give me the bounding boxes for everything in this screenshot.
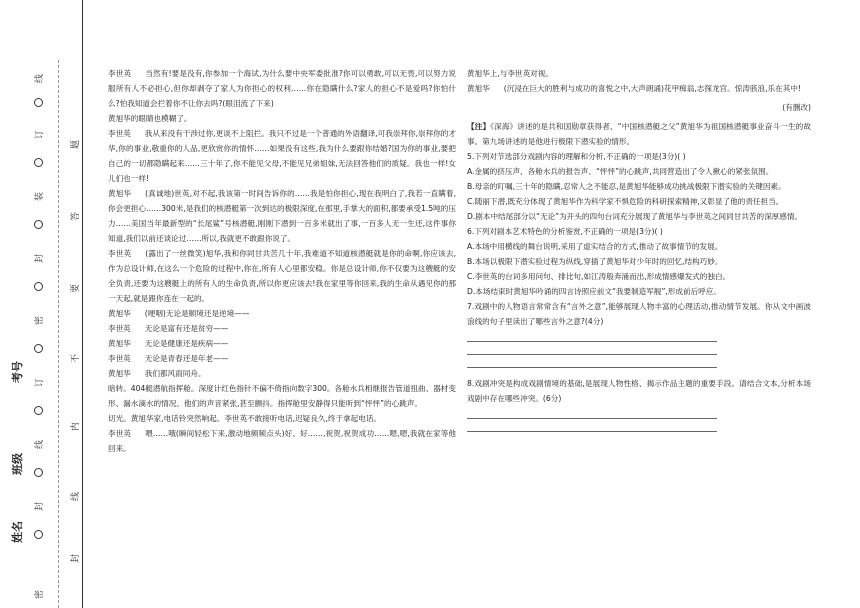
answer-line[interactable] [467,346,717,355]
binding-label: 封 [35,253,46,264]
binding-label: 装 [35,191,46,202]
q6-option-b: B.本场以极限下潜实验过程为纵线,穿插了黄旭华对少年时的回忆,结构巧妙。 [467,257,723,266]
field-student-id-label: 考号 [11,361,24,383]
binding-label: 密 [35,589,46,600]
answer-line[interactable] [467,410,717,419]
line-text: 喂……哦(瞬间轻松下来,激动地频频点头)好、好……,祝贺,祝贺成功……嗯,嗯,我就在家等他回来。 [108,429,457,453]
binding-label: 订 [35,129,46,140]
binding-label: 密 [35,315,46,326]
line-text: 我从来没有干涉过你,更谈不上阻拦。我只不过是一个普通的外语翻译,可我崇拜你,崇拜你的才华,你的事业,敬重你的人品,更欣赏你的情怀……如果没有这些,我为什么要跟你结婚?国为你的事业,要把自己的一切都隐瞒起来……三十年了,你不能见父母,不能见兄弟姐妹,无法回答他们的质疑。我也一样!女儿们也一样! [108,129,456,183]
binding-label: 线 [35,73,46,84]
stage-direction: 暗转。404艇潜航指挥舱。深度计红色指针不偏不倚指向数字300。各舱水兵相继报告管道扭曲、器材变形、漏水滴水的情况。他们的声音紧张,甚至颤抖。指挥舱里安静得只能听到“怦怦”的心跳声。 [108,384,456,408]
binding-label: 答 [71,211,82,222]
line-text: 无论是健康还是疾病—— [144,339,229,348]
speaker: 黄旭华 [108,339,131,348]
binding-label: 订 [35,377,46,388]
speaker: 李世英 [108,324,131,333]
binding-line [82,0,83,608]
line-text: 无论是富有还是贫穷—— [144,324,229,333]
stage-direction: 切光。黄旭华家,电话铃突然响起。李世英不敢接听电话,迟疑良久,终于拿起电话。 [108,414,382,423]
dashed-cut-line [58,60,59,608]
script-line [108,306,456,321]
binding-label: 不 [71,353,82,364]
binding-label: 线 [71,491,82,502]
binding-hole-icon [34,158,43,167]
speaker: 黄旭华 [108,369,131,378]
line-text: 我们都风雨同舟。 [144,369,206,378]
binding-label: 题 [71,139,82,150]
script-line [108,186,456,246]
speaker: 李世英 [108,129,131,138]
binding-label: 线 [35,439,46,450]
script-line [108,126,456,186]
binding-label: 封 [71,553,82,564]
source-note: (有删改) [782,103,811,112]
question-7: 7.戏剧中的人物语言常常含有“言外之意”,能够展现人物丰富的心理活动,推动情节发展。你从文中画波浪线的句子里读出了哪些言外之意?(4分) [467,302,811,326]
q5-option-c: C.随丽下潜,既充分体现了黄旭华作为科学家不惧危险的科研探索精神,又彰显了他的责任担当。 [467,197,784,206]
field-class-label: 班级 [11,453,24,475]
q6-option-c: C.李世英的台词多用问句、排比句,如江涛般奔涌而出,形成情感爆发式的独白。 [467,272,731,281]
annotation-label: 【注】 [467,122,491,131]
speaker: 李世英 [108,354,131,363]
question-8: 8.戏剧冲突是构成戏剧情境的基础,是展现人物性格、揭示作品主题的重要手段。请结合文本,分析本场戏剧中存在哪些冲突。(6分) [467,379,811,403]
script-line [108,336,456,351]
question-5: 5.下列对节选部分戏剧内容的理解和分析,不正确的一项是(3分)( ) [467,152,686,161]
q5-option-a: A.金属的挤压声、各舱水兵的报告声、“怦怦”的心跳声,共同营造出了令人揪心的紧张氛围。 [467,167,774,176]
answer-line[interactable] [467,333,717,342]
binding-hole-icon [34,530,43,539]
stage-direction: 黄旭华的眼睛也模糊了。 [108,114,192,123]
binding-hole-icon [34,282,43,291]
q6-option-a: A.本场中用横线的舞台说明,采用了虚实结合的方式,推动了故事情节的发展。 [467,242,723,251]
line-text: (真诚地)世英,对不起,我该第一时间告诉你的……我是怕你担心,现在我明白了,我若一直瞒着,你会更担心……300米,是我们的核潜艇第一次到达的极限深度,在那里,手掌大的面积,都要承受1.5吨的压力……美国当年最新型的“长尾鲨”号核潜艇,刚刚下潜到一百多米就出了事,一百多人无一生还,这件事你知道,我们以前还谈论过……所以,我就更不敢跟你说了。 [108,189,456,243]
binding-label: 内 [71,421,82,432]
speaker: 李世英 [108,69,132,78]
annotation-text: 《深海》讲述的是共和国勋章获得者、“中国核潜艇之父”黄旭华为祖国核潜艇事业奋斗一生的故事。第九场讲述的是他进行极限下潜实验的情形。 [467,122,811,146]
q5-option-b: B.母亲的叮嘱,三十年的隐瞒,忍常人之不能忍,是黄旭华能够成功挑战极限下潜实验的关键因素。 [467,182,786,191]
binding-hole-icon [34,98,43,107]
binding-label: 封 [35,501,46,512]
field-name-label: 姓名 [11,521,24,543]
question-6: 6.下列对剧本艺术特色的分析鉴赏,不正确的一项是(3分)( ) [467,227,663,236]
right-column [467,66,811,436]
speaker: 黄旭华 [467,84,490,93]
speaker: 黄旭华 [108,309,131,318]
stage-direction: 黄旭华上,与李世英对视。 [467,69,553,78]
script-line [467,81,811,96]
binding-hole-icon [34,220,43,229]
script-line [108,351,456,366]
script-line [108,426,456,456]
line-text: 当然有!要是没有,你参加一个海试,为什么要中央军委批准?你可以勇敢,可以无畏,可以努力说服所有人不必担心,但你却剥夺了家人为你担心的权利……你在隐瞒什么?家人的担心不是爱吗?你怕什么?怕我知道会拦着你不让你去吗?(眼泪流了下来) [108,69,457,108]
line-text: (露出了一丝微笑)旭华,我和你同甘共苦几十年,我难道不知道核潜艇就是你的命啊,你应该去,作为总设计师,在这么一个危险的过程中,你在,所有人心里都安稳。你是总设计师,你不仅要为这艘艇的安全负责,还要为这艘艇上的所有人的生命负责,所以你更应该去!我在家里等你回来,我的生命从遇见你的那一天起,就是跟你连在一起的。 [108,249,457,303]
line-text: (沉浸在巨大的胜利与成功的喜悦之中,大声朗诵)花甲痴翁,志探龙宫。惊涛骇浪,乐在其中! [503,84,801,93]
line-text: 无论是青春还是年老—— [144,354,229,363]
binding-hole-icon [34,406,43,415]
answer-line[interactable] [467,359,717,368]
script-line [108,366,456,381]
line-text: (哽咽)无论是顺境还是逆境—— [144,309,250,318]
binding-label: 要 [71,283,82,294]
script-line [108,321,456,336]
answer-line[interactable] [467,423,717,432]
script-line [108,246,456,306]
q5-option-d: D.剧本中结尾部分以“无论”为开头的四句台词充分展现了黄旭华与李世英之间同甘共苦的深厚感情。 [467,212,803,221]
q6-option-d: D.本场结束时黄旭华吟诵的四言诗照应前文“我要制造军舰”,形成前后呼应。 [467,287,721,296]
speaker: 李世英 [108,249,132,258]
speaker: 李世英 [108,429,132,438]
binding-hole-icon [34,344,43,353]
script-line [108,66,456,111]
binding-margin [0,0,96,608]
annotation [467,119,811,149]
left-column [108,66,456,456]
binding-hole-icon [34,468,43,477]
speaker: 黄旭华 [108,189,132,198]
